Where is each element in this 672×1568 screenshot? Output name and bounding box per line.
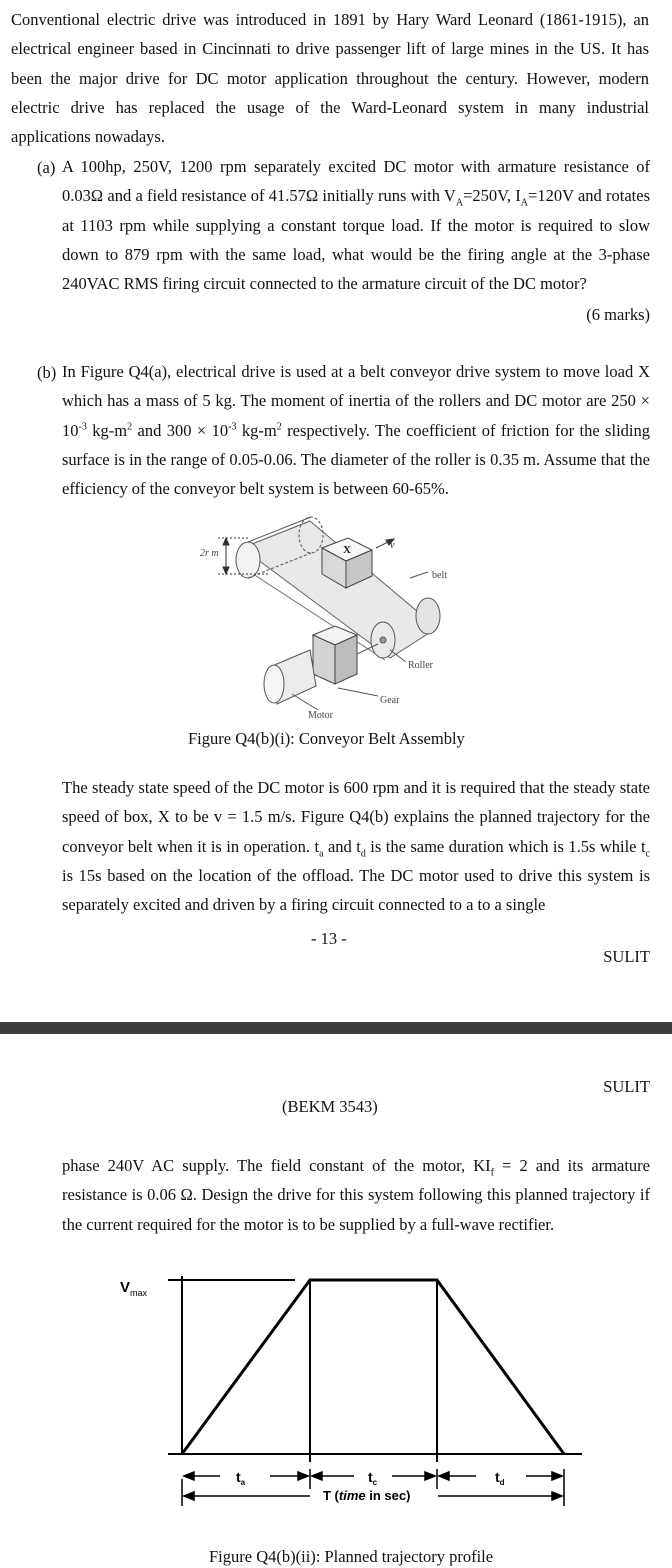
vmax-label: $V_{max}$ <box>120 1279 148 1298</box>
diameter-label: 2r m <box>200 548 219 559</box>
course-code: (BEKM 3543) <box>282 1097 378 1116</box>
sulit-header: SULIT <box>603 1077 650 1096</box>
roller-label: Roller <box>408 660 433 671</box>
part-b-continuation: The steady state speed of the DC motor is 600 rpm and it is required that the steady state speed of box, X to be v = 1.5 m/s. Figure Q4(b) explains the planned trajectory for the conveyor belt when it is in operation. $t_a$ and $t_d$ is the same duration which is 1.5s while $t_c$ is 15s based on the location of the offload. The DC motor used to drive this system is separately excited and driven by a firing circuit connected to a to a single <box>62 778 650 915</box>
page-14 <box>0 1034 672 1568</box>
velocity-label: v <box>390 540 395 551</box>
part-b-label: (b) <box>37 363 57 382</box>
ta-label: $t_a$ <box>236 1469 246 1487</box>
page-separator <box>0 1022 672 1034</box>
part-a-label: (a) <box>37 158 56 177</box>
velocity-profile <box>182 1280 564 1454</box>
intro-paragraph: Conventional electric drive was introduced in 1891 by Hary Ward Leonard (1861-1915), an electrical engineer based in Cincinnati to drive passenger lift of large mines in the US. It has been the major drive for DC motor application throughout the century. However, modern electric drive has replaced the usage of the Ward-Leonard system in many industrial applications nowadays. <box>11 10 649 147</box>
belt-label: belt <box>432 570 447 581</box>
part-b-question: In Figure Q4(a), electrical drive is used at a belt conveyor drive system to move load X which has a mass of 5 kg. The moment of inertia of the rollers and DC motor are $250 \times 10^{-3}$ $kg-m^2$ and $300 \times 10^{-3}$ $kg-m^2$ respectively. The coefficient of friction for the sliding surface is in the range of 0.05-0.06. The diameter of the roller is 0.35 m. Assume that the efficiency of the conveyor belt system is between 60-65%. <box>62 362 650 499</box>
motor-label: Motor <box>308 710 333 721</box>
box-label: X <box>343 544 351 556</box>
part-a-question: A 100hp, 250V, 1200 rpm separately excited DC motor with armature resistance of 0.03Ω and a field resistance of 41.57Ω initially runs with $V_A=250V$, $I_A=120V$ and rotates at 1103 rpm while supplying a constant torque load. If the motor is required to slow down to 879 rpm with the same load, what would be the firing angle at the 3-phase 240VAC RMS firing circuit connected to the armature circuit of the DC motor? <box>62 157 650 294</box>
page-number: - 13 - <box>311 929 347 948</box>
td-label: $t_d$ <box>495 1469 505 1487</box>
trajectory-profile-figure <box>120 1264 590 1539</box>
part-a-marks: (6 marks) <box>586 305 650 324</box>
sulit-footer: SULIT <box>603 947 650 966</box>
conveyor-belt-figure <box>180 508 480 728</box>
motor-cylinder <box>264 650 316 704</box>
figure-1-caption: Figure Q4(b)(i): Conveyor Belt Assembly <box>188 729 465 748</box>
figure-2-caption: Figure Q4(b)(ii): Planned trajectory profile <box>209 1547 494 1566</box>
tc-label: $t_c$ <box>368 1469 378 1487</box>
time-axis-label: T (time in sec) <box>323 1488 411 1503</box>
gear-label: Gear <box>380 695 400 706</box>
page2-paragraph: phase 240V AC supply. The field constant of the motor, $KI_f = 2$ and its armature resistance is 0.06 Ω. Design the drive for this system following this planned trajectory if the current required for the motor is to be supplied by a full-wave rectifier. <box>62 1156 650 1234</box>
